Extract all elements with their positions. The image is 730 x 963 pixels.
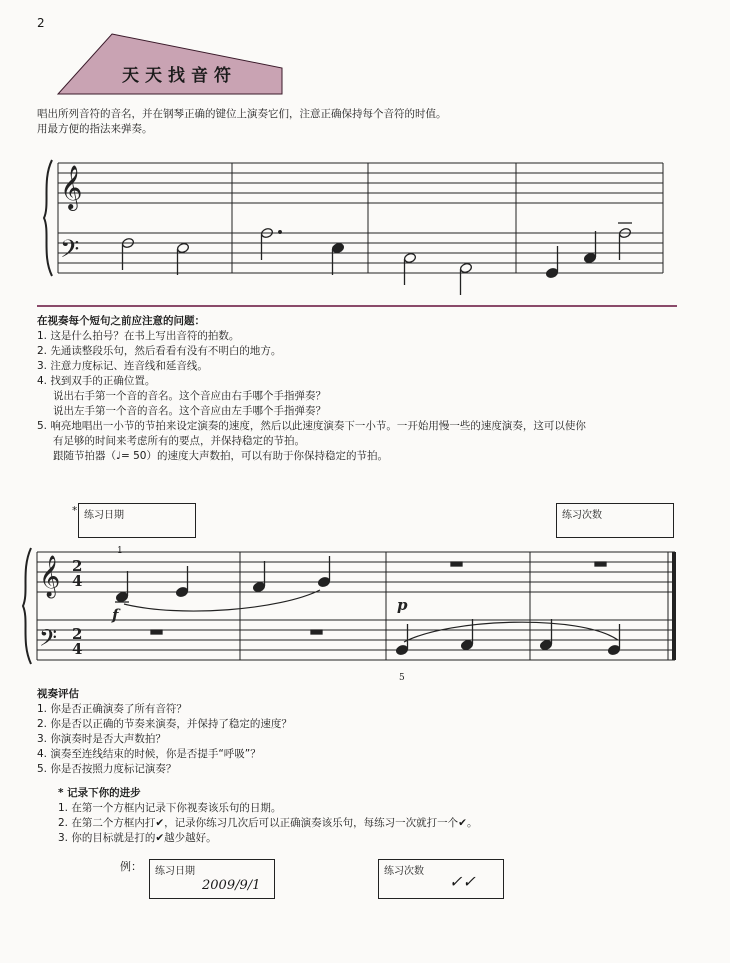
example-date-value: 2009/9/1 [202,878,261,893]
treble-clef-icon: 𝄞 [60,165,83,209]
questions-heading: 在视奏每个短句之前应注意的问题： [37,315,205,327]
finger-number: 5 [399,673,405,683]
example-date-label: 练习日期 [155,866,195,877]
time-signature-bottom: 4 [72,640,83,658]
time-signature-bottom: 4 [72,572,83,590]
time-signature-top: 2 [72,557,83,575]
example-count-label: 练习次数 [384,866,424,877]
evaluation-item: 3. 你演奏时是否大声数拍？ [37,733,166,745]
page-title: 天天找音符 [122,66,237,86]
example-checks: ✓✓ [449,872,476,891]
treble-clef-icon: 𝄞 [39,556,61,597]
page-number: 2 [37,16,45,30]
question-item: 4. 找到双手的正确位置。 [37,375,156,387]
intro-line-1: 唱出所列音符的音名，并在钢琴正确的键位上演奏它们，注意正确保持每个音符的时值。 [37,108,447,120]
evaluation-item: 5. 你是否按照力度标记演奏？ [37,763,177,775]
slur [124,590,320,611]
evaluation-item: 1. 你是否正确演奏了所有音符？ [37,703,187,715]
evaluation-item: 4. 演奏至连线结束的时候，你是否提手“呼吸”？ [37,748,261,760]
progress-item: 1. 在第一个方框内记录下你视奏该乐句的日期。 [58,802,282,814]
slur [404,622,618,642]
question-item: 1. 这是什么拍号？在书上写出音符的拍数。 [37,330,240,342]
bass-clef-icon: 𝄢 [60,235,80,270]
intro-line-2: 用最方便的指法来弹奏。 [37,123,153,135]
question-item: 有足够的时间来考虑所有的要点，并保持稳定的节拍。 [53,435,305,447]
question-item: 说出右手第一个音的音名。这个音应由右手哪个手指弹奏？ [53,390,326,402]
question-item: 说出左手第一个音的音名。这个音应由左手哪个手指弹奏？ [53,405,326,417]
question-item: 跟随节拍器（♩= 50）的速度大声数拍，可以有助于你保持稳定的节拍。 [53,450,388,462]
question-item: 5. 响亮地唱出一小节的节拍来设定演奏的速度，然后以此速度演奏下一小节。一开始用慢一些的速度演奏，这可以使你 [37,420,586,432]
progress-item: 3. 你的目标就是打的✔越少越好。 [58,832,217,844]
bass-clef-icon: 𝄢 [39,624,58,657]
example-count-box [378,859,504,899]
practice-count-label: 练习次数 [562,510,602,521]
time-signature-top: 2 [72,625,83,643]
evaluation-item: 2. 你是否以正确的节奏来演奏，并保持了稳定的速度？ [37,718,292,730]
notes-group-2 [115,556,621,656]
question-item: 3. 注意力度标记、连音线和延音线。 [37,360,208,372]
progress-heading: * 记录下你的进步 [58,787,141,799]
asterisk-mark: * [72,505,78,517]
example-date-box [149,859,275,899]
dynamic-forte: f [112,606,119,624]
progress-item: 2. 在第二个方框内打✔，记录你练习几次后可以正确演奏该乐句，每练习一次就打一个✔。 [58,817,478,829]
question-item: 2. 先通读整段乐句，然后看看有没有不明白的地方。 [37,345,282,357]
dynamic-piano: p [397,596,408,614]
example-label: 例： [120,860,142,873]
finger-number: 1 [117,546,123,556]
practice-date-label: 练习日期 [84,510,124,521]
evaluation-heading: 视奏评估 [37,688,79,700]
